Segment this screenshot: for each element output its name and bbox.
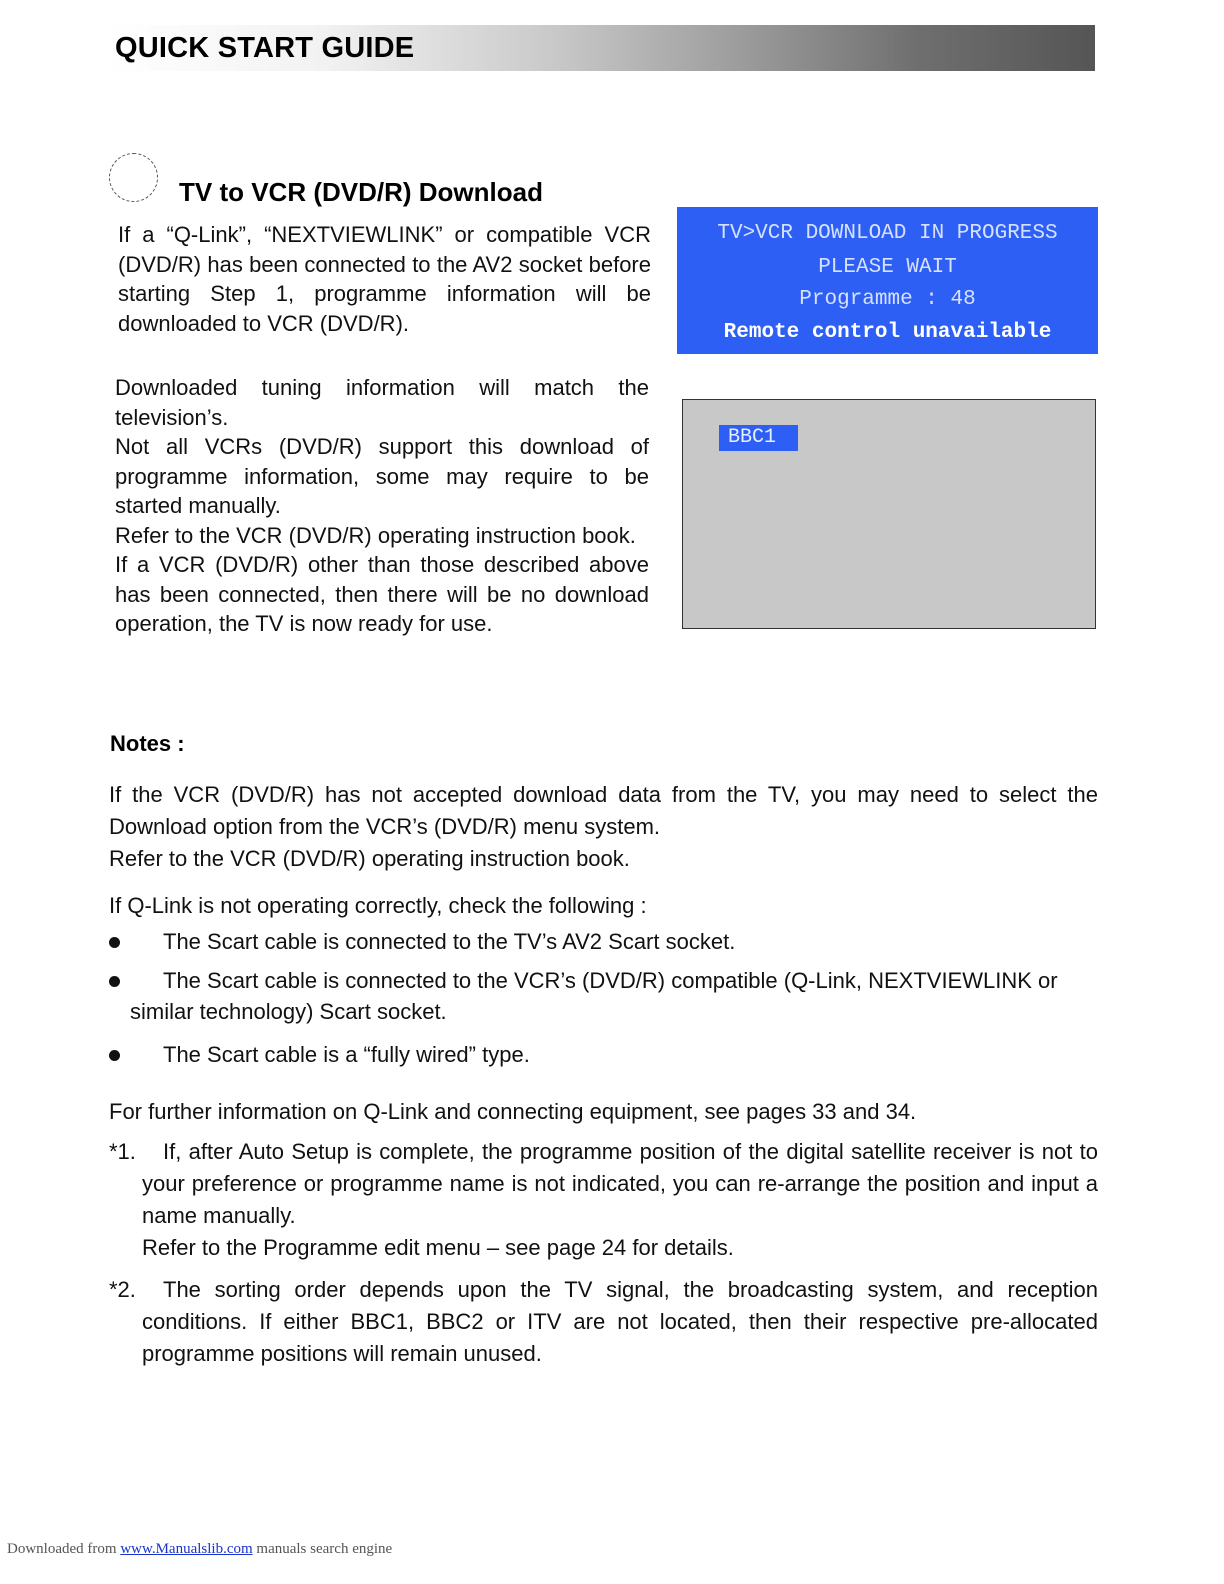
info-text: Refer to the VCR (DVD/R) operating instruction book. bbox=[115, 522, 636, 548]
footnote-text: The sorting order depends upon the TV signal, the broadcasting system, and reception conditions. If either BBC1, BBC2 or ITV are not located, then their respective pre-allocated programme positions will remain unused. bbox=[142, 1277, 1098, 1366]
osd-line: PLEASE WAIT bbox=[818, 256, 957, 279]
download-osd-screen bbox=[677, 207, 1098, 354]
list-item bbox=[109, 1039, 1098, 1070]
channel-tag: BBC1 bbox=[719, 425, 798, 451]
page-title: QUICK START GUIDE bbox=[115, 32, 415, 64]
footnote-text: Refer to the Programme edit menu – see page 24 for details. bbox=[142, 1235, 734, 1260]
bullet-text: The Scart cable is a “fully wired” type. bbox=[163, 1042, 530, 1067]
bullet-icon bbox=[109, 937, 120, 948]
info-text: If a VCR (DVD/R) other than those described above has been connected, then there will be no download operation, the TV is now ready for use. bbox=[115, 552, 649, 636]
footnote-body bbox=[109, 1274, 1098, 1370]
footnote-body bbox=[109, 1136, 1098, 1264]
intro-text: If a “Q-Link”, “NEXTVIEWLINK” or compatible VCR (DVD/R) has been connected to the AV2 socket before starting Step 1, programme information will be downloaded to VCR (DVD/R). bbox=[118, 222, 651, 336]
tv-screen-illustration bbox=[682, 399, 1096, 629]
notes-paragraph bbox=[109, 779, 1098, 875]
info-text: Downloaded tuning information will match the television’s. bbox=[115, 375, 649, 430]
footer-suffix: manuals search engine bbox=[252, 1541, 393, 1557]
header-bar bbox=[108, 25, 1095, 71]
footnote bbox=[109, 1136, 1098, 1264]
info-text: Not all VCRs (DVD/R) support this download of programme information, some may require to be started manually. bbox=[115, 434, 649, 518]
list-item bbox=[109, 965, 1098, 1027]
section-title: TV to VCR (DVD/R) Download bbox=[179, 177, 543, 207]
footnote bbox=[109, 1274, 1098, 1370]
check-intro: If Q-Link is not operating correctly, check the following : bbox=[109, 893, 647, 918]
bullet-text: The Scart cable is connected to the TV’s AV2 Scart socket. bbox=[163, 929, 736, 954]
notes-title: Notes : bbox=[110, 731, 185, 756]
manualslib-link[interactable]: www.Manualslib.com bbox=[120, 1541, 253, 1557]
osd-line: Programme : 48 bbox=[799, 288, 976, 311]
footnote-text: If, after Auto Setup is complete, the programme position of the digital satellite receiver is not to your preference or programme name is not indicated, you can re-arrange the position and input a name manually. bbox=[142, 1139, 1098, 1228]
footer bbox=[7, 1541, 392, 1558]
intro-paragraph bbox=[118, 220, 651, 338]
bullet-icon bbox=[109, 1050, 120, 1061]
further-info: For further information on Q-Link and connecting equipment, see pages 33 and 34. bbox=[109, 1099, 917, 1124]
footnote-number: *1. bbox=[109, 1139, 136, 1164]
osd-line: Remote control unavailable bbox=[723, 321, 1052, 344]
step-circle-icon bbox=[109, 153, 158, 202]
info-paragraphs bbox=[115, 373, 649, 639]
bullet-icon bbox=[109, 976, 120, 987]
footer-prefix: Downloaded from bbox=[7, 1541, 121, 1557]
notes-text: Refer to the VCR (DVD/R) operating instruction book. bbox=[109, 846, 630, 871]
osd-line: TV>VCR DOWNLOAD IN PROGRESS bbox=[717, 222, 1058, 245]
bullet-text: The Scart cable is connected to the VCR’s (DVD/R) compatible (Q-Link, NEXTVIEWLINK or bbox=[163, 968, 1058, 993]
bullet-text: similar technology) Scart socket. bbox=[130, 999, 447, 1024]
footnote-number: *2. bbox=[109, 1277, 136, 1302]
list-item bbox=[109, 926, 1098, 957]
notes-text: If the VCR (DVD/R) has not accepted download data from the TV, you may need to select the Download option from the VCR’s (DVD/R) menu system. bbox=[109, 782, 1098, 839]
